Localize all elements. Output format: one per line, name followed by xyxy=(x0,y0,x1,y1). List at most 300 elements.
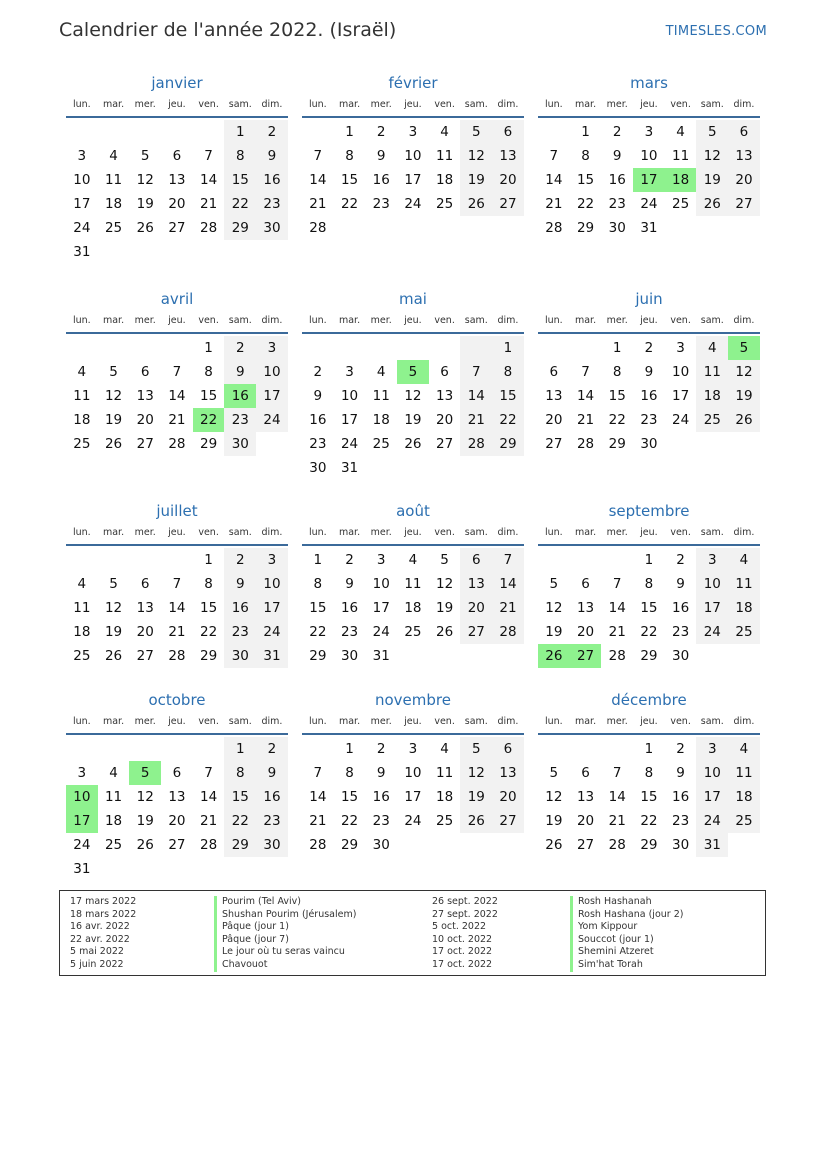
day: 14 xyxy=(168,600,186,616)
day-empty xyxy=(334,336,366,360)
day: 6 xyxy=(172,148,182,164)
day: 18 xyxy=(696,384,728,408)
day: 30 xyxy=(372,837,390,853)
day: 26 xyxy=(728,408,760,432)
legend-holiday-name: Le jour où tu seras vaincu xyxy=(214,946,356,959)
weekday-header xyxy=(302,522,524,546)
day: 28 xyxy=(460,432,492,456)
holiday-day: 26 xyxy=(538,644,570,668)
day: 8 xyxy=(581,148,590,164)
weekday-header xyxy=(538,94,760,118)
day: 2 xyxy=(345,552,354,568)
month-7 xyxy=(302,500,524,689)
day: 22 xyxy=(608,412,626,428)
day: 6 xyxy=(728,120,760,144)
month-name: juin xyxy=(635,290,663,308)
legend-right-names xyxy=(570,896,683,972)
day: 26 xyxy=(104,648,123,664)
day: 24 xyxy=(404,813,422,829)
day: 7 xyxy=(612,765,622,781)
weekday-label: lun. xyxy=(72,99,91,110)
weekday-header xyxy=(66,310,288,334)
day: 16 xyxy=(256,168,288,192)
month-2 xyxy=(538,72,760,288)
day: 1 xyxy=(644,741,654,757)
day-empty xyxy=(397,336,429,360)
month-0 xyxy=(66,72,288,288)
brand-link[interactable]: TIMESLES.COM xyxy=(665,24,767,39)
day: 24 xyxy=(640,196,658,212)
day: 5 xyxy=(440,552,449,568)
day: 22 xyxy=(224,809,256,833)
day: 4 xyxy=(77,576,87,592)
day: 24 xyxy=(340,436,359,452)
weekday-label: mar. xyxy=(338,527,361,538)
day: 19 xyxy=(436,600,454,616)
day: 13 xyxy=(576,789,595,805)
day: 27 xyxy=(460,620,492,644)
day: 17 xyxy=(256,596,288,620)
day: 29 xyxy=(608,436,626,452)
month-1 xyxy=(302,72,524,288)
day: 17 xyxy=(696,785,728,809)
weekday-label: mar. xyxy=(574,99,597,110)
days-grid xyxy=(66,546,288,668)
weekday-label: jeu. xyxy=(168,315,186,326)
days-grid xyxy=(302,735,524,857)
month-5 xyxy=(538,288,760,500)
day: 2 xyxy=(256,737,288,761)
days-grid xyxy=(302,334,524,480)
weekday-label: lun. xyxy=(308,527,327,538)
day: 6 xyxy=(492,737,524,761)
weekday-label: sam. xyxy=(464,315,488,326)
day: 7 xyxy=(313,765,323,781)
day: 15 xyxy=(224,168,256,192)
day: 1 xyxy=(644,552,654,568)
day: 21 xyxy=(608,813,626,829)
weekday-label: lun. xyxy=(72,527,91,538)
day: 8 xyxy=(204,364,213,380)
weekday-label: sam. xyxy=(700,99,724,110)
day: 19 xyxy=(460,168,492,192)
day: 13 xyxy=(136,600,154,616)
day: 13 xyxy=(136,388,154,404)
day: 14 xyxy=(168,388,186,404)
day: 14 xyxy=(492,572,524,596)
day-empty xyxy=(538,737,570,761)
day: 22 xyxy=(309,624,327,640)
day: 23 xyxy=(256,192,288,216)
day: 21 xyxy=(460,408,492,432)
day: 11 xyxy=(728,572,760,596)
legend-date: 18 mars 2022 xyxy=(70,908,137,920)
day: 3 xyxy=(376,552,386,568)
day: 30 xyxy=(256,216,288,240)
day: 11 xyxy=(372,388,390,404)
day: 26 xyxy=(460,809,492,833)
day: 15 xyxy=(492,384,524,408)
legend-date: 17 oct. 2022 xyxy=(432,946,493,958)
day: 29 xyxy=(640,837,658,853)
day: 25 xyxy=(728,809,760,833)
day: 11 xyxy=(104,789,123,805)
day: 17 xyxy=(340,412,359,428)
day: 23 xyxy=(224,620,256,644)
day: 25 xyxy=(696,408,728,432)
day: 24 xyxy=(256,620,288,644)
day: 14 xyxy=(608,789,626,805)
day: 9 xyxy=(376,148,386,164)
weekday-label: sam. xyxy=(700,527,724,538)
day: 20 xyxy=(492,168,524,192)
day: 28 xyxy=(576,436,595,452)
day: 1 xyxy=(224,737,256,761)
holiday-day: 5 xyxy=(129,761,161,785)
weekday-header xyxy=(66,522,288,546)
day: 4 xyxy=(696,336,728,360)
month-name: octobre xyxy=(148,691,206,709)
month-6 xyxy=(66,500,288,689)
weekday-label: lun. xyxy=(308,716,327,727)
day: 24 xyxy=(696,620,728,644)
day: 30 xyxy=(224,432,256,456)
day: 18 xyxy=(728,596,760,620)
weekday-label: lun. xyxy=(72,716,91,727)
day: 5 xyxy=(460,737,492,761)
month-name: décembre xyxy=(611,691,687,709)
day: 12 xyxy=(404,388,422,404)
day: 19 xyxy=(460,785,492,809)
day: 26 xyxy=(104,436,123,452)
days-grid xyxy=(538,118,760,240)
day: 11 xyxy=(436,765,454,781)
month-8 xyxy=(538,500,760,689)
day: 10 xyxy=(640,148,658,164)
day: 30 xyxy=(640,436,658,452)
day: 2 xyxy=(313,364,323,380)
weekday-label: ven. xyxy=(434,527,455,538)
weekday-label: ven. xyxy=(434,315,455,326)
day: 28 xyxy=(309,220,327,236)
day: 7 xyxy=(460,360,492,384)
day: 4 xyxy=(728,737,760,761)
day: 13 xyxy=(492,761,524,785)
day: 3 xyxy=(696,737,728,761)
page-title: Calendrier de l'année 2022. (Israël) xyxy=(59,19,397,41)
day: 6 xyxy=(581,765,590,781)
holiday-day: 16 xyxy=(224,384,256,408)
day: 10 xyxy=(340,388,359,404)
day-empty xyxy=(98,120,130,144)
day: 27 xyxy=(576,837,595,853)
weekday-label: ven. xyxy=(198,99,219,110)
day-empty xyxy=(570,548,602,572)
day-empty xyxy=(601,548,633,572)
day: 18 xyxy=(73,624,91,640)
day-empty xyxy=(161,548,193,572)
day: 28 xyxy=(200,837,218,853)
day: 23 xyxy=(372,813,390,829)
holiday-day: 5 xyxy=(397,360,429,384)
days-grid xyxy=(538,334,760,456)
day: 25 xyxy=(104,837,123,853)
days-grid xyxy=(66,735,288,881)
day: 3 xyxy=(696,548,728,572)
day: 4 xyxy=(440,124,449,140)
day: 18 xyxy=(436,172,454,188)
day: 22 xyxy=(576,196,595,212)
day: 1 xyxy=(612,340,622,356)
day: 26 xyxy=(404,436,422,452)
day: 19 xyxy=(545,813,563,829)
day: 2 xyxy=(376,741,386,757)
legend-holiday-name: Yom Kippour xyxy=(570,921,683,934)
month-name: février xyxy=(388,74,438,92)
days-grid xyxy=(302,546,524,668)
legend-date: 22 avr. 2022 xyxy=(70,933,130,945)
weekday-label: sam. xyxy=(464,99,488,110)
legend-right-dates xyxy=(432,896,498,972)
day: 29 xyxy=(340,837,359,853)
day: 18 xyxy=(73,412,91,428)
day: 31 xyxy=(640,220,658,236)
day: 12 xyxy=(436,576,454,592)
day: 4 xyxy=(728,548,760,572)
day: 16 xyxy=(640,388,658,404)
legend-date: 26 sept. 2022 xyxy=(432,896,498,907)
weekday-header xyxy=(538,522,760,546)
day: 17 xyxy=(696,596,728,620)
day: 14 xyxy=(460,384,492,408)
day: 25 xyxy=(728,620,760,644)
day: 25 xyxy=(436,196,454,212)
day: 12 xyxy=(545,600,563,616)
day-empty xyxy=(538,336,570,360)
day: 6 xyxy=(140,364,150,380)
day-empty xyxy=(570,336,602,360)
day: 1 xyxy=(581,124,590,140)
legend-date: 17 oct. 2022 xyxy=(432,958,493,970)
day: 31 xyxy=(73,861,91,877)
days-grid xyxy=(66,118,288,264)
day: 18 xyxy=(436,789,454,805)
day: 4 xyxy=(376,364,386,380)
day: 6 xyxy=(460,548,492,572)
day: 3 xyxy=(345,364,354,380)
day: 17 xyxy=(404,172,422,188)
day: 9 xyxy=(644,364,654,380)
weekday-label: dim. xyxy=(261,315,283,326)
weekday-label: jeu. xyxy=(640,315,658,326)
day: 3 xyxy=(77,148,87,164)
day: 21 xyxy=(309,813,327,829)
day: 21 xyxy=(200,813,218,829)
weekday-label: sam. xyxy=(464,527,488,538)
day: 19 xyxy=(104,412,123,428)
day: 6 xyxy=(140,576,150,592)
day: 16 xyxy=(256,785,288,809)
day: 6 xyxy=(440,364,449,380)
weekday-label: sam. xyxy=(700,315,724,326)
day: 12 xyxy=(136,172,154,188)
day: 20 xyxy=(576,624,595,640)
day: 2 xyxy=(612,124,622,140)
month-3 xyxy=(66,288,288,500)
day: 16 xyxy=(372,172,390,188)
weekday-label: mer. xyxy=(606,315,628,326)
holiday-day: 17 xyxy=(66,809,98,833)
weekday-label: jeu. xyxy=(404,527,422,538)
day: 27 xyxy=(136,648,154,664)
weekday-label: mar. xyxy=(102,716,125,727)
holiday-legend xyxy=(59,890,766,976)
day: 28 xyxy=(200,220,218,236)
weekday-header xyxy=(538,310,760,334)
day: 8 xyxy=(644,576,654,592)
day: 16 xyxy=(309,412,327,428)
legend-date: 5 juin 2022 xyxy=(70,958,124,970)
day: 23 xyxy=(372,196,390,212)
weekday-label: lun. xyxy=(308,315,327,326)
day: 29 xyxy=(224,216,256,240)
day: 14 xyxy=(309,789,327,805)
weekday-label: mer. xyxy=(606,716,628,727)
weekday-label: ven. xyxy=(670,716,691,727)
weekday-header xyxy=(302,94,524,118)
day: 10 xyxy=(696,761,728,785)
day: 3 xyxy=(77,765,87,781)
day: 30 xyxy=(608,220,626,236)
weekday-label: mer. xyxy=(370,99,392,110)
month-10 xyxy=(302,689,524,889)
day: 8 xyxy=(612,364,622,380)
day: 6 xyxy=(581,576,590,592)
day: 30 xyxy=(672,837,690,853)
day: 29 xyxy=(492,432,524,456)
weekday-label: dim. xyxy=(497,99,519,110)
day: 26 xyxy=(436,624,454,640)
weekday-label: dim. xyxy=(497,527,519,538)
month-11 xyxy=(538,689,760,889)
weekday-header xyxy=(302,711,524,735)
day: 21 xyxy=(608,624,626,640)
day: 4 xyxy=(440,741,449,757)
weekday-label: mer. xyxy=(134,527,156,538)
day: 8 xyxy=(224,144,256,168)
day: 31 xyxy=(340,460,359,476)
weekday-label: jeu. xyxy=(640,716,658,727)
weekday-label: ven. xyxy=(198,315,219,326)
weekday-label: mer. xyxy=(606,527,628,538)
weekday-label: mer. xyxy=(370,716,392,727)
day: 23 xyxy=(340,624,359,640)
day: 21 xyxy=(576,412,595,428)
day: 13 xyxy=(728,144,760,168)
weekday-label: mer. xyxy=(606,99,628,110)
day-empty xyxy=(538,548,570,572)
day: 30 xyxy=(224,644,256,668)
day: 18 xyxy=(404,600,422,616)
weekday-label: jeu. xyxy=(640,99,658,110)
month-name: novembre xyxy=(375,691,451,709)
day: 27 xyxy=(492,809,524,833)
day: 11 xyxy=(104,172,123,188)
day-empty xyxy=(538,120,570,144)
day: 11 xyxy=(672,148,690,164)
day: 31 xyxy=(256,644,288,668)
month-name: mai xyxy=(399,290,427,308)
day: 24 xyxy=(73,837,91,853)
day: 17 xyxy=(73,196,91,212)
month-name: avril xyxy=(160,290,194,308)
day: 11 xyxy=(73,388,91,404)
day: 23 xyxy=(256,809,288,833)
day: 23 xyxy=(672,813,690,829)
day: 15 xyxy=(340,172,359,188)
day: 7 xyxy=(204,765,213,781)
day: 26 xyxy=(136,837,154,853)
day: 21 xyxy=(168,412,186,428)
day: 26 xyxy=(696,192,728,216)
weekday-label: ven. xyxy=(434,716,455,727)
legend-holiday-name: Pâque (jour 7) xyxy=(214,934,356,947)
weekday-label: dim. xyxy=(497,315,519,326)
weekday-label: mar. xyxy=(102,527,125,538)
day: 12 xyxy=(104,600,123,616)
day: 25 xyxy=(436,813,454,829)
day: 25 xyxy=(73,436,91,452)
day-empty xyxy=(302,737,334,761)
weekday-label: ven. xyxy=(670,527,691,538)
weekday-label: mar. xyxy=(574,716,597,727)
day: 15 xyxy=(200,388,218,404)
weekday-label: dim. xyxy=(497,716,519,727)
weekday-label: dim. xyxy=(733,716,755,727)
weekday-label: dim. xyxy=(733,527,755,538)
weekday-label: dim. xyxy=(261,99,283,110)
day: 2 xyxy=(256,120,288,144)
day: 15 xyxy=(608,388,626,404)
day-empty xyxy=(193,737,225,761)
day: 1 xyxy=(224,120,256,144)
day: 22 xyxy=(492,408,524,432)
weekday-label: mar. xyxy=(338,716,361,727)
day: 15 xyxy=(576,172,595,188)
weekday-label: jeu. xyxy=(404,315,422,326)
day: 3 xyxy=(256,336,288,360)
day-empty xyxy=(601,737,633,761)
day: 15 xyxy=(640,789,658,805)
day: 28 xyxy=(545,220,563,236)
days-grid xyxy=(66,334,288,456)
day: 15 xyxy=(340,789,359,805)
day: 5 xyxy=(696,120,728,144)
weekday-label: mar. xyxy=(338,315,361,326)
day: 18 xyxy=(728,785,760,809)
day: 19 xyxy=(404,412,422,428)
day: 25 xyxy=(104,220,123,236)
day: 29 xyxy=(200,436,218,452)
day: 24 xyxy=(696,809,728,833)
day: 17 xyxy=(672,388,690,404)
day: 5 xyxy=(140,148,150,164)
legend-holiday-name: Shemini Atzeret xyxy=(570,946,683,959)
day: 1 xyxy=(492,336,524,360)
day: 20 xyxy=(545,412,563,428)
day: 20 xyxy=(492,785,524,809)
day: 27 xyxy=(168,220,186,236)
